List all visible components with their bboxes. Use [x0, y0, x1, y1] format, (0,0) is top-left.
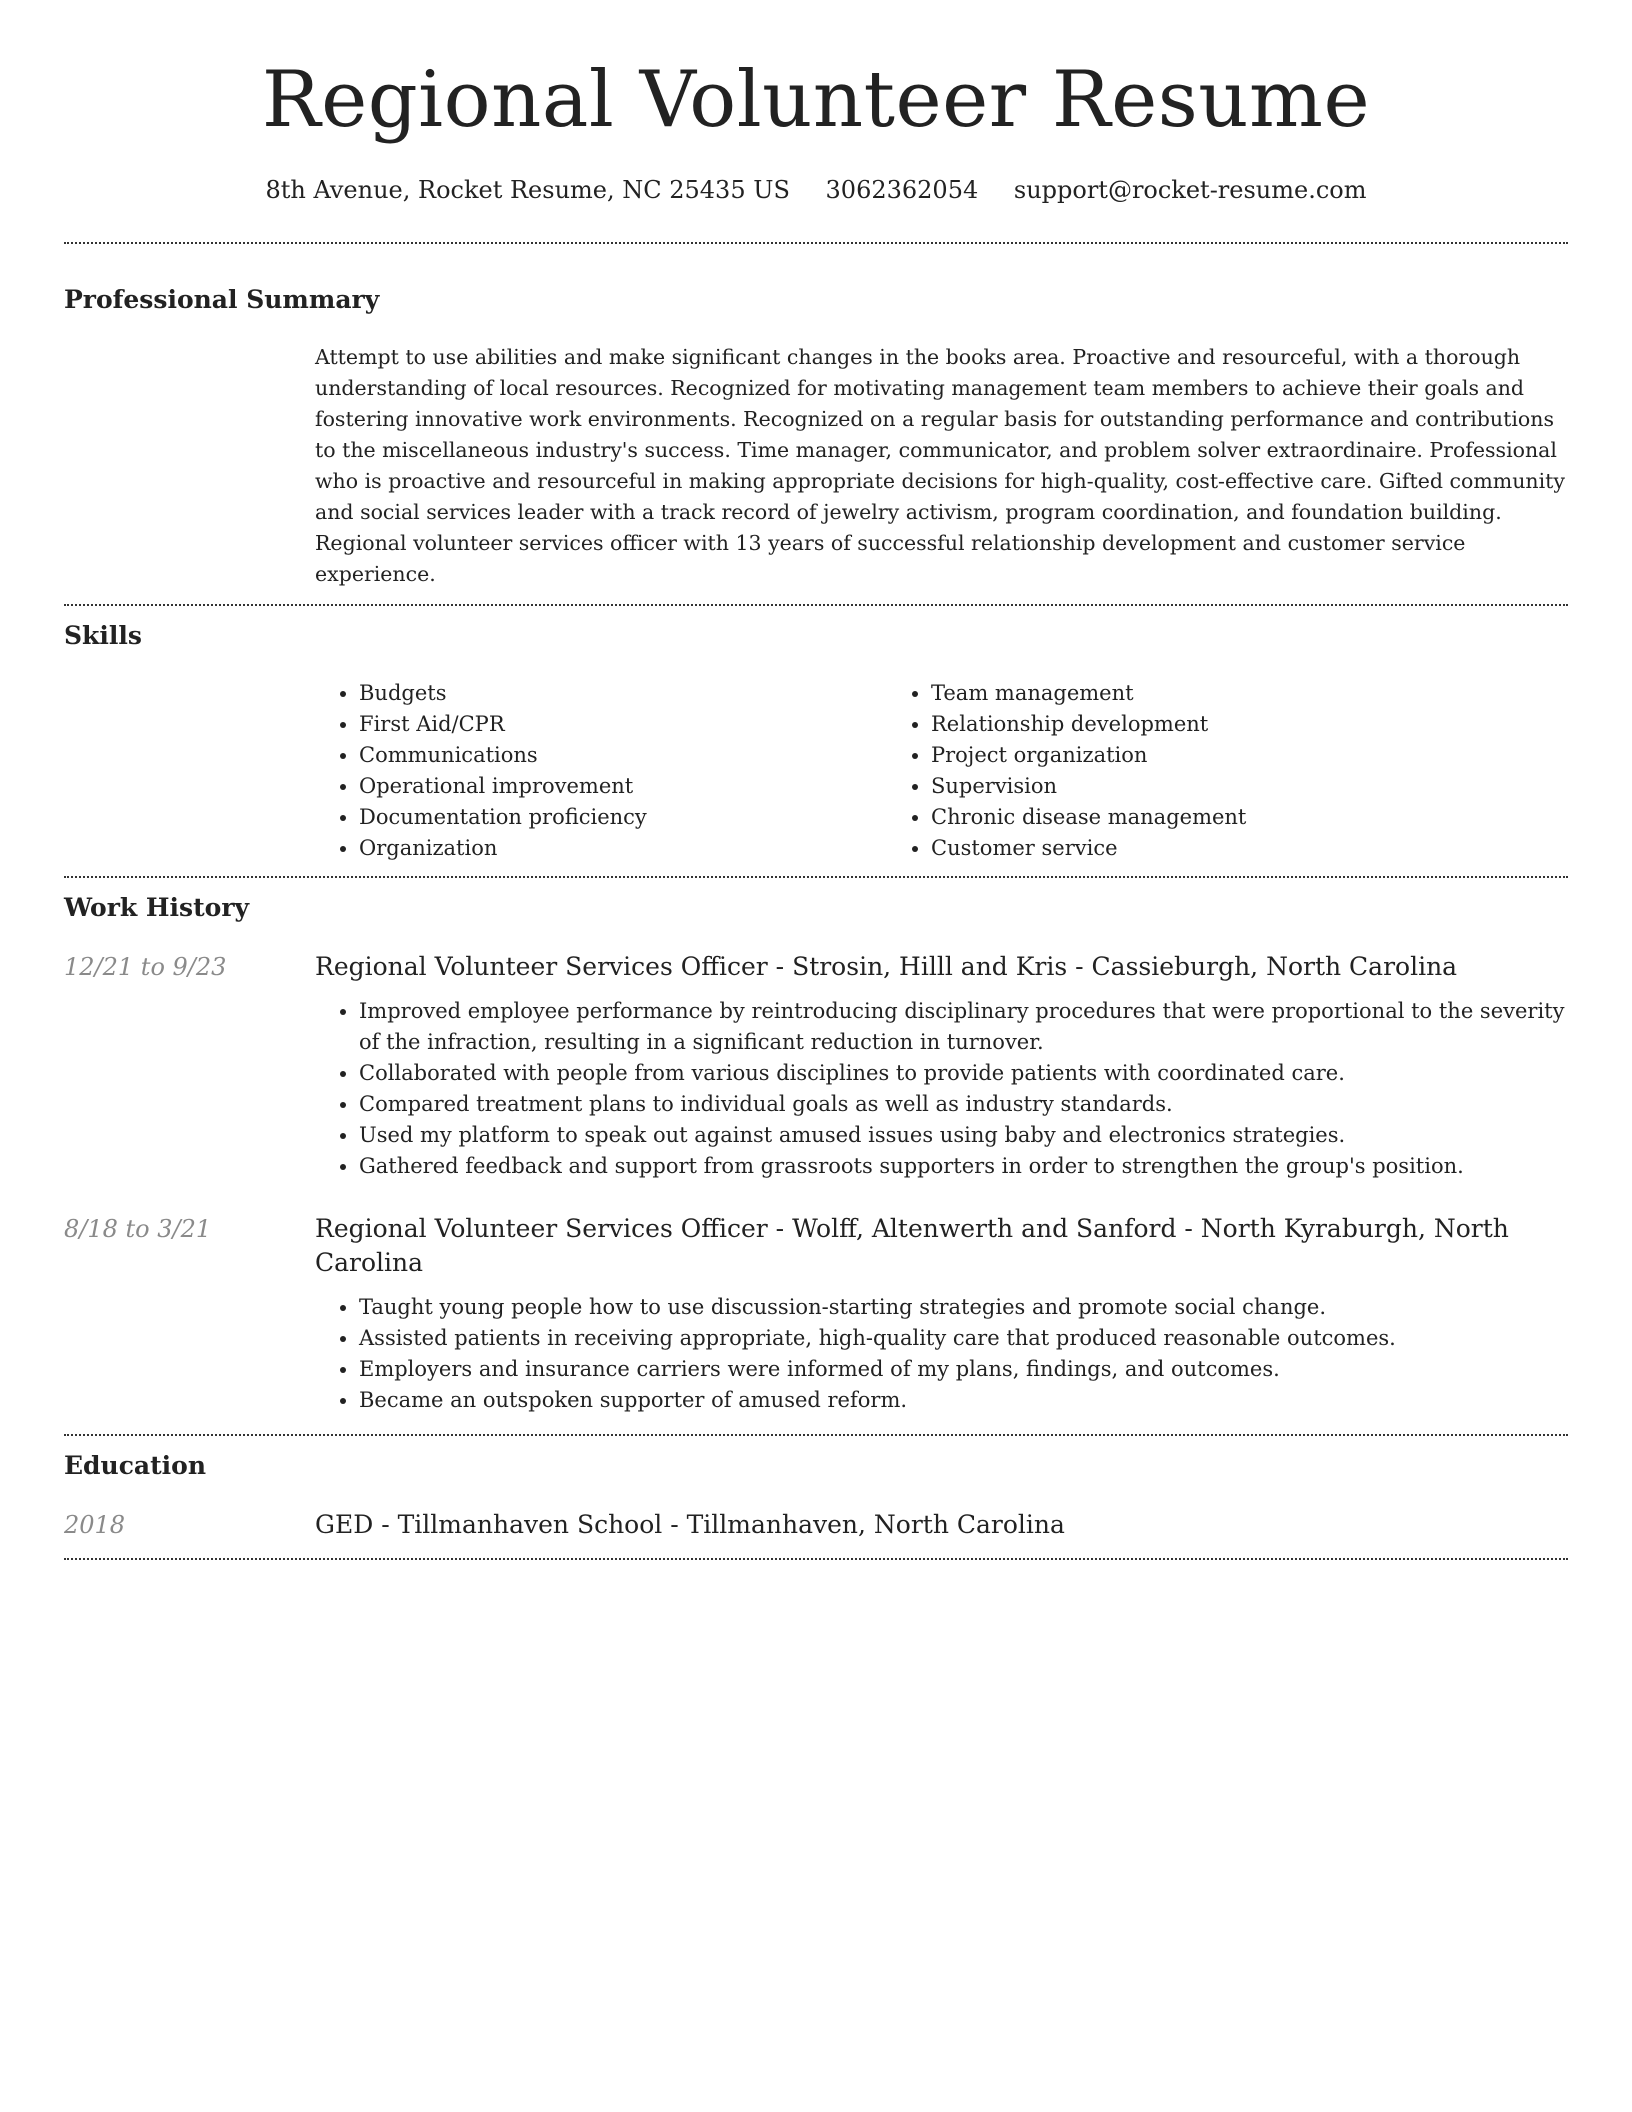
skills-list-right	[887, 678, 1459, 864]
skill-item: • Supervision	[931, 771, 1459, 802]
skill-item: • Team management	[931, 678, 1459, 709]
job-bullet: • Taught young people how to use discussion-starting strategies and promote social change.	[359, 1292, 1568, 1323]
job-body	[315, 1280, 1568, 1416]
resume-name: Regional Volunteer Resume	[261, 55, 1371, 145]
job-bullet: • Became an outspoken supporter of amused reform.	[359, 1385, 1568, 1416]
contact-line	[64, 174, 1568, 206]
education-section	[64, 1436, 1568, 1558]
skills-row	[64, 652, 1568, 864]
job-dates: 12/21 to 9/23	[64, 953, 227, 981]
job-dates: 8/18 to 3/21	[64, 1215, 212, 1243]
skill-item: • Communications	[359, 740, 887, 771]
section-title-education: Education	[64, 1451, 207, 1480]
job-header	[64, 950, 1568, 984]
skill-item: • First Aid/CPR	[359, 709, 887, 740]
contact-email: support@rocket-resume.com	[1013, 176, 1367, 204]
job-body-row	[64, 984, 1568, 1182]
skills-section	[64, 606, 1568, 876]
skill-item: • Relationship development	[931, 709, 1459, 740]
summary-section	[64, 244, 1568, 604]
job-spacer	[64, 1280, 315, 1416]
skills-body	[315, 652, 1568, 864]
section-title-skills: Skills	[64, 621, 142, 650]
job-spacer	[64, 984, 315, 1182]
divider	[64, 1558, 1568, 1560]
job-body-row	[64, 1280, 1568, 1416]
skill-item: • Organization	[359, 833, 887, 864]
education-detail: GED - Tillmanhaven School - Tillmanhaven, North Carolina	[315, 1510, 1065, 1539]
skill-item: • Documentation proficiency	[359, 802, 887, 833]
job-bullet: • Employers and insurance carriers were informed of my plans, findings, and outcomes.	[359, 1354, 1568, 1385]
summary-body	[315, 316, 1568, 590]
skill-item: • Budgets	[359, 678, 887, 709]
section-title-summary: Professional Summary	[64, 285, 380, 314]
job-header	[64, 1212, 1568, 1280]
skills-grid	[315, 678, 1568, 864]
skill-item: • Chronic disease management	[931, 802, 1459, 833]
job-bullet: • Gathered feedback and support from grassroots supporters in order to strengthen the group's position.	[359, 1151, 1568, 1182]
education-year: 2018	[64, 1511, 126, 1539]
job-bullet: • Improved employee performance by reintroducing disciplinary procedures that were proportional to the severity of the infraction, resulting in a significant reduction in turnover.	[359, 996, 1568, 1058]
skills-spacer	[64, 652, 315, 864]
job-title: Regional Volunteer Services Officer - Wolff, Altenwerth and Sanford - North Kyraburgh, North Carolina	[315, 1214, 1509, 1277]
summary-spacer	[64, 316, 315, 590]
skill-item: • Operational improvement	[359, 771, 887, 802]
skill-item: • Customer service	[931, 833, 1459, 864]
job-entry	[64, 950, 1568, 1182]
job-bullets	[315, 1292, 1568, 1416]
job-body	[315, 984, 1568, 1182]
job-entry	[64, 1212, 1568, 1416]
resume-header	[64, 0, 1568, 206]
skills-list-left	[315, 678, 887, 864]
job-title: Regional Volunteer Services Officer - Strosin, Hilll and Kris - Cassieburgh, North Carolina	[315, 952, 1458, 981]
job-bullet: • Used my platform to speak out against amused issues using baby and electronics strategies.	[359, 1120, 1568, 1151]
job-bullet: • Assisted patients in receiving appropriate, high-quality care that produced reasonable outcomes.	[359, 1323, 1568, 1354]
section-title-work: Work History	[64, 893, 250, 922]
job-bullet: • Collaborated with people from various disciplines to provide patients with coordinated care.	[359, 1058, 1568, 1089]
work-section	[64, 878, 1568, 1434]
summary-row	[64, 316, 1568, 590]
contact-phone: 3062362054	[825, 176, 979, 204]
job-bullet: • Compared treatment plans to individual goals as well as industry standards.	[359, 1089, 1568, 1120]
contact-address: 8th Avenue, Rocket Resume, NC 25435 US	[265, 176, 790, 204]
job-bullets	[315, 996, 1568, 1182]
summary-text: Attempt to use abilities and make significant changes in the books area. Proactive and resourceful, with a thorough understanding of local resources. Recognized for motivating management team members to achieve their goals and fostering innovative work environments. Recognized on a regular basis for outstanding performance and contributions to the miscellaneous industry's success. Time manager, communicator, and problem solver extraordinaire. Professional who is proactive and resourceful in making appropriate decisions for high-quality, cost-effective care. Gifted community and social services leader with a track record of jewelry activism, program coordination, and foundation building. Regional volunteer services officer with 13 years of successful relationship development and customer service experience.	[315, 345, 1565, 586]
education-entry	[64, 1508, 1568, 1542]
skill-item: • Project organization	[931, 740, 1459, 771]
